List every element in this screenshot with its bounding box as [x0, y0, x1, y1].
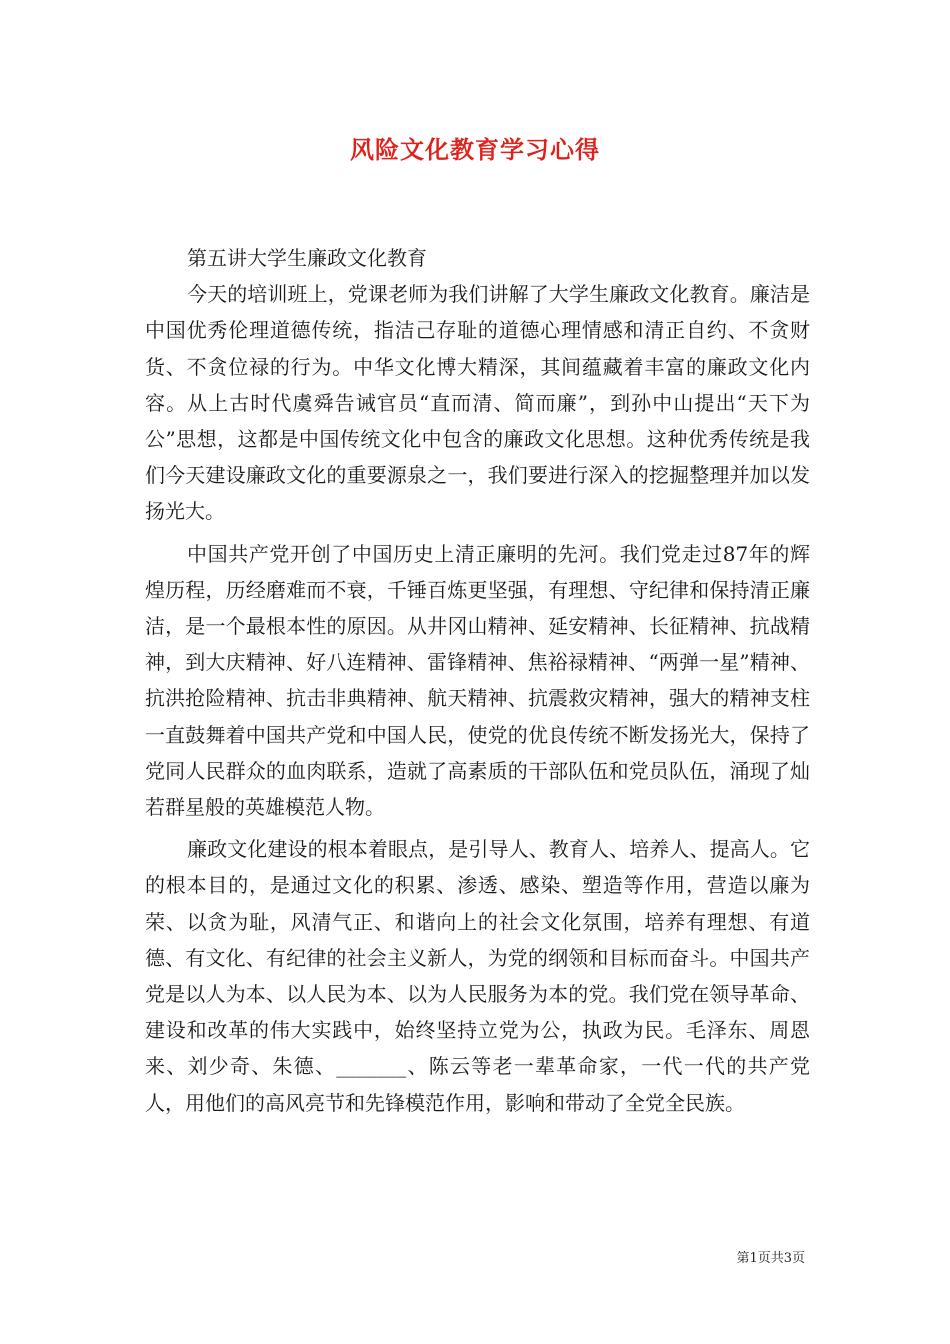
page-number-footer: 第1页共3页: [736, 1251, 805, 1266]
paragraph-2: 中国共产党开创了中国历史上清正廉明的先河。我们党走过87年的辉煌历程，历经磨难而不衰，千锤百炼更坚强，有理想、守纪律和保持清正廉洁，是一个最根本性的原因。从井冈山精神、延安精神、长征精神、抗战精神，到大庆精神、好八连精神、雷锋精神、焦裕禄精神、“两弹一星”精神、抗洪抢险精神、抗击非典精神、航天精神、抗震救灾精神，强大的精神支柱一直鼓舞着中国共产党和中国人民，使党的优良传统不断发扬光大，保持了党同人民群众的血肉联系，造就了高素质的干部队伍和党员队伍，涌现了灿若群星般的英雄模范人物。: [145, 541, 810, 820]
section-heading: 第五讲大学生廉政文化教育: [187, 246, 427, 270]
document-title: 风险文化教育学习心得: [350, 135, 600, 164]
paragraph-1: 今天的培训班上，党课老师为我们讲解了大学生廉政文化教育。廉洁是中国优秀伦理道德传统，指洁己存耻的道德心理情感和清正自约、不贪财货、不贪位禄的行为。中华文化博大精深，其间蕴藏着丰富的廉政文化内容。从上古时代虞舜告诫官员“直而清、简而廉”，到孙中山提出“天下为公”思想，这都是中国传统文化中包含的廉政文化思想。这种优秀传统是我们今天建设廉政文化的重要源泉之一，我们要进行深入的挖掘整理并加以发扬光大。: [145, 282, 810, 524]
paragraph-3: 廉政文化建设的根本着眼点，是引导人、教育人、培养人、提高人。它的根本目的，是通过文化的积累、渗透、感染、塑造等作用，营造以廉为荣、以贪为耻，风清气正、和谐向上的社会文化氛围，培养有理想、有道德、有文化、有纪律的社会主义新人，为党的纲领和目标而奋斗。中国共产党是以人为本、以人民为本、以为人民服务为本的党。我们党在领导革命、建设和改革的伟大实践中，始终坚持立党为公，执政为民。毛泽东、周恩来、刘少奇、朱德、_______、陈云等老一辈革命家，一代一代的共产党人，用他们的高风亮节和先锋模范作用，影响和带动了全党全民族。: [145, 837, 810, 1115]
document-body: [145, 240, 810, 1121]
